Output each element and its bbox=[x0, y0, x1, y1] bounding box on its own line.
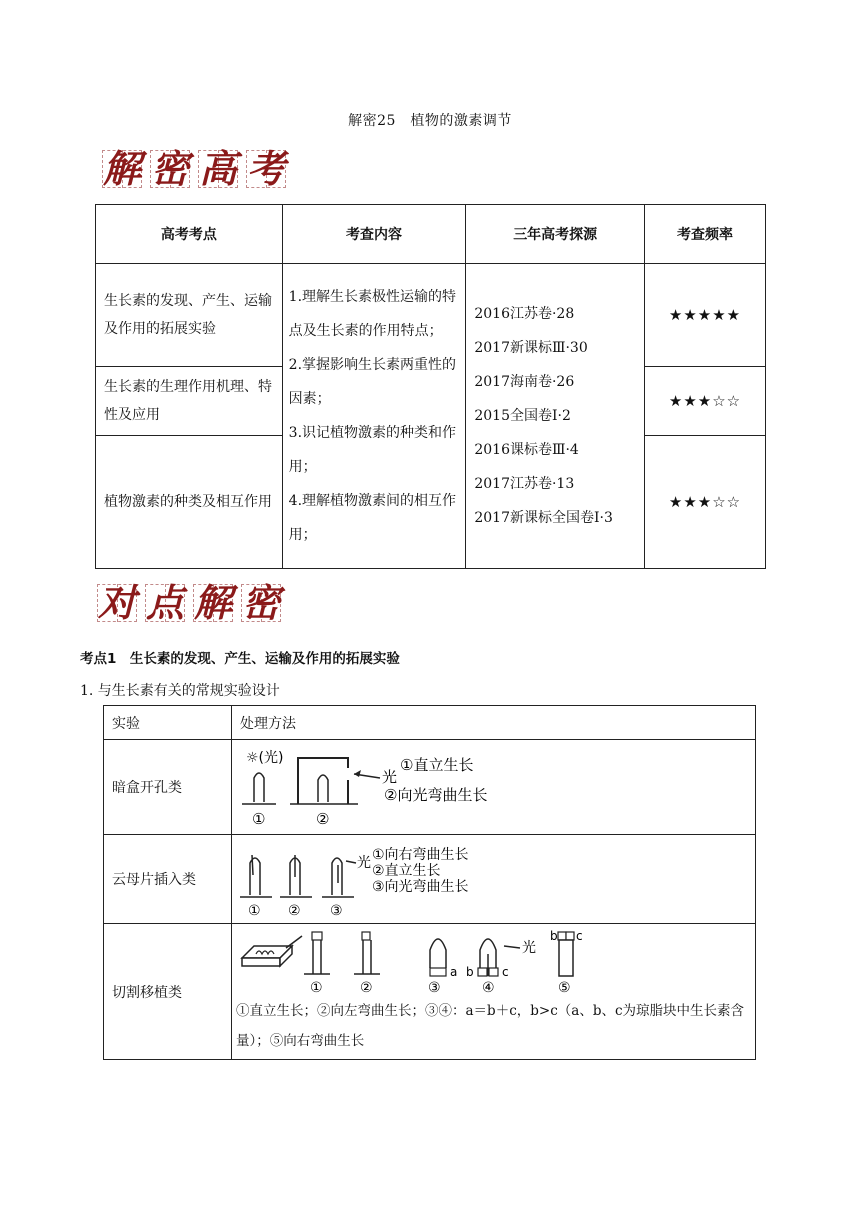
sun-label: ☼(光) bbox=[246, 750, 284, 766]
number-label: ③ bbox=[330, 903, 343, 919]
mica-diagram bbox=[232, 835, 752, 919]
experiment-name: 暗盒开孔类 bbox=[104, 740, 232, 835]
result-label: ②向光弯曲生长 bbox=[384, 786, 488, 804]
agar-cube bbox=[312, 932, 322, 940]
agar-cube bbox=[478, 968, 487, 976]
number-label: ① bbox=[310, 979, 323, 996]
banner-char: 密 bbox=[148, 148, 192, 190]
coleoptile-shape bbox=[250, 858, 260, 895]
coleoptile-shape bbox=[318, 775, 328, 802]
section-title: 考点1 生长素的发现、产生、运输及作用的拓展实验 bbox=[80, 651, 400, 667]
agar-label: b bbox=[550, 928, 558, 943]
agar-label: c bbox=[576, 928, 583, 943]
coleoptile-shape bbox=[332, 858, 342, 895]
exam-point: 生长素的发现、产生、运输及作用的拓展实验 bbox=[96, 264, 283, 367]
number-label: ① bbox=[248, 903, 261, 919]
dark-box bbox=[298, 758, 348, 804]
number-label: ② bbox=[360, 979, 373, 996]
source-item: 2017新课标Ⅲ·30 bbox=[474, 340, 588, 356]
number-label: ③ bbox=[428, 979, 441, 996]
light-arrow bbox=[346, 861, 356, 863]
content-item: 1.理解生长素极性运输的特点及生长素的作用特点； bbox=[288, 289, 457, 339]
number-label: ① bbox=[252, 810, 266, 828]
experiment-figure bbox=[232, 835, 756, 924]
exam-sources bbox=[466, 264, 645, 569]
content-item: 4.理解植物激素间的相互作用； bbox=[288, 493, 457, 543]
number-label: ② bbox=[288, 903, 301, 919]
result-note: ①直立生长；②向左弯曲生长；③④：a＝b＋c，b>c（a、b、c为琼脂块中生长素含量）；⑤向右弯曲生长 bbox=[236, 1002, 745, 1049]
table-row bbox=[104, 835, 756, 924]
banner-duidian-jiemi bbox=[95, 582, 283, 624]
source-item: 2015全国卷Ⅰ·2 bbox=[474, 408, 571, 424]
agar-cube bbox=[558, 932, 566, 940]
content-item: 2.掌握影响生长素两重性的因素； bbox=[288, 357, 457, 407]
table-row bbox=[104, 924, 756, 1060]
table-row bbox=[104, 740, 756, 835]
light-label: 光 bbox=[522, 939, 536, 956]
banner-jiemi-gaokao bbox=[100, 148, 288, 190]
table-header-row bbox=[104, 706, 756, 740]
agar-block bbox=[242, 958, 280, 966]
banner-char: 点 bbox=[143, 582, 187, 624]
exam-content bbox=[282, 264, 466, 569]
result-label: ②直立生长 bbox=[372, 863, 441, 879]
number-label: ⑤ bbox=[558, 979, 571, 996]
header-cell: 考查频率 bbox=[645, 205, 766, 264]
result-label: ③向光弯曲生长 bbox=[372, 879, 469, 895]
experiment-figure bbox=[232, 740, 756, 835]
exam-point: 植物激素的种类及相互作用 bbox=[96, 436, 283, 569]
banner-char: 高 bbox=[196, 148, 240, 190]
coleoptile-shape bbox=[430, 939, 446, 968]
agar-label: a bbox=[450, 964, 458, 979]
experiment-figure bbox=[232, 924, 756, 1060]
agar-label: c bbox=[502, 964, 509, 979]
header-cell: 处理方法 bbox=[232, 706, 756, 740]
result-label: ①向右弯曲生长 bbox=[372, 847, 469, 863]
header-cell: 三年高考探源 bbox=[466, 205, 645, 264]
stem bbox=[559, 940, 573, 976]
agar-cube bbox=[489, 968, 498, 976]
banner-char: 考 bbox=[244, 148, 288, 190]
frequency-stars: ★★★☆☆ bbox=[645, 367, 766, 436]
page-title: 解密25 植物的激素调节 bbox=[348, 113, 512, 129]
experiment-table bbox=[103, 705, 756, 1060]
transfer-arrow bbox=[286, 936, 302, 948]
number-label: ② bbox=[316, 810, 330, 828]
darkbox-diagram bbox=[232, 740, 752, 830]
source-item: 2017江苏卷·13 bbox=[474, 476, 575, 492]
banner-char: 解 bbox=[100, 148, 144, 190]
light-label: 光 bbox=[382, 768, 398, 786]
exam-point: 生长素的生理作用机理、特性及应用 bbox=[96, 367, 283, 436]
experiment-name: 云母片插入类 bbox=[104, 835, 232, 924]
light-label: 光 bbox=[357, 855, 371, 871]
banner-char: 对 bbox=[95, 582, 139, 624]
experiment-name: 切割移植类 bbox=[104, 924, 232, 1060]
source-item: 2017海南卷·26 bbox=[474, 374, 575, 390]
exam-overview-table bbox=[95, 204, 766, 569]
agar-cube bbox=[362, 932, 370, 940]
frequency-stars: ★★★☆☆ bbox=[645, 436, 766, 569]
table-header-row bbox=[96, 205, 766, 264]
source-item: 2017新课标全国卷Ⅰ·3 bbox=[474, 510, 613, 526]
result-label: ①直立生长 bbox=[400, 756, 474, 774]
banner-char: 密 bbox=[239, 582, 283, 624]
header-cell: 考查内容 bbox=[282, 205, 466, 264]
header-cell: 实验 bbox=[104, 706, 232, 740]
arrow-head bbox=[354, 770, 361, 777]
frequency-stars: ★★★★★ bbox=[645, 264, 766, 367]
content-item: 3.识记植物激素的种类和作用； bbox=[288, 425, 457, 475]
agar-label: b bbox=[466, 964, 474, 979]
source-item: 2016江苏卷·28 bbox=[474, 306, 575, 322]
source-item: 2016课标卷Ⅲ·4 bbox=[474, 442, 579, 458]
cut-transplant-diagram bbox=[232, 928, 752, 996]
table-row bbox=[96, 264, 766, 367]
banner-char: 解 bbox=[191, 582, 235, 624]
agar-cube bbox=[430, 968, 446, 976]
coleoptile-shape bbox=[254, 773, 264, 802]
header-cell: 高考考点 bbox=[96, 205, 283, 264]
mica-sheet bbox=[252, 855, 253, 875]
subsection-title: 1. 与生长素有关的常规实验设计 bbox=[80, 683, 280, 699]
number-label: ④ bbox=[482, 979, 495, 996]
light-arrow bbox=[504, 946, 520, 948]
agar-cube bbox=[566, 932, 574, 940]
